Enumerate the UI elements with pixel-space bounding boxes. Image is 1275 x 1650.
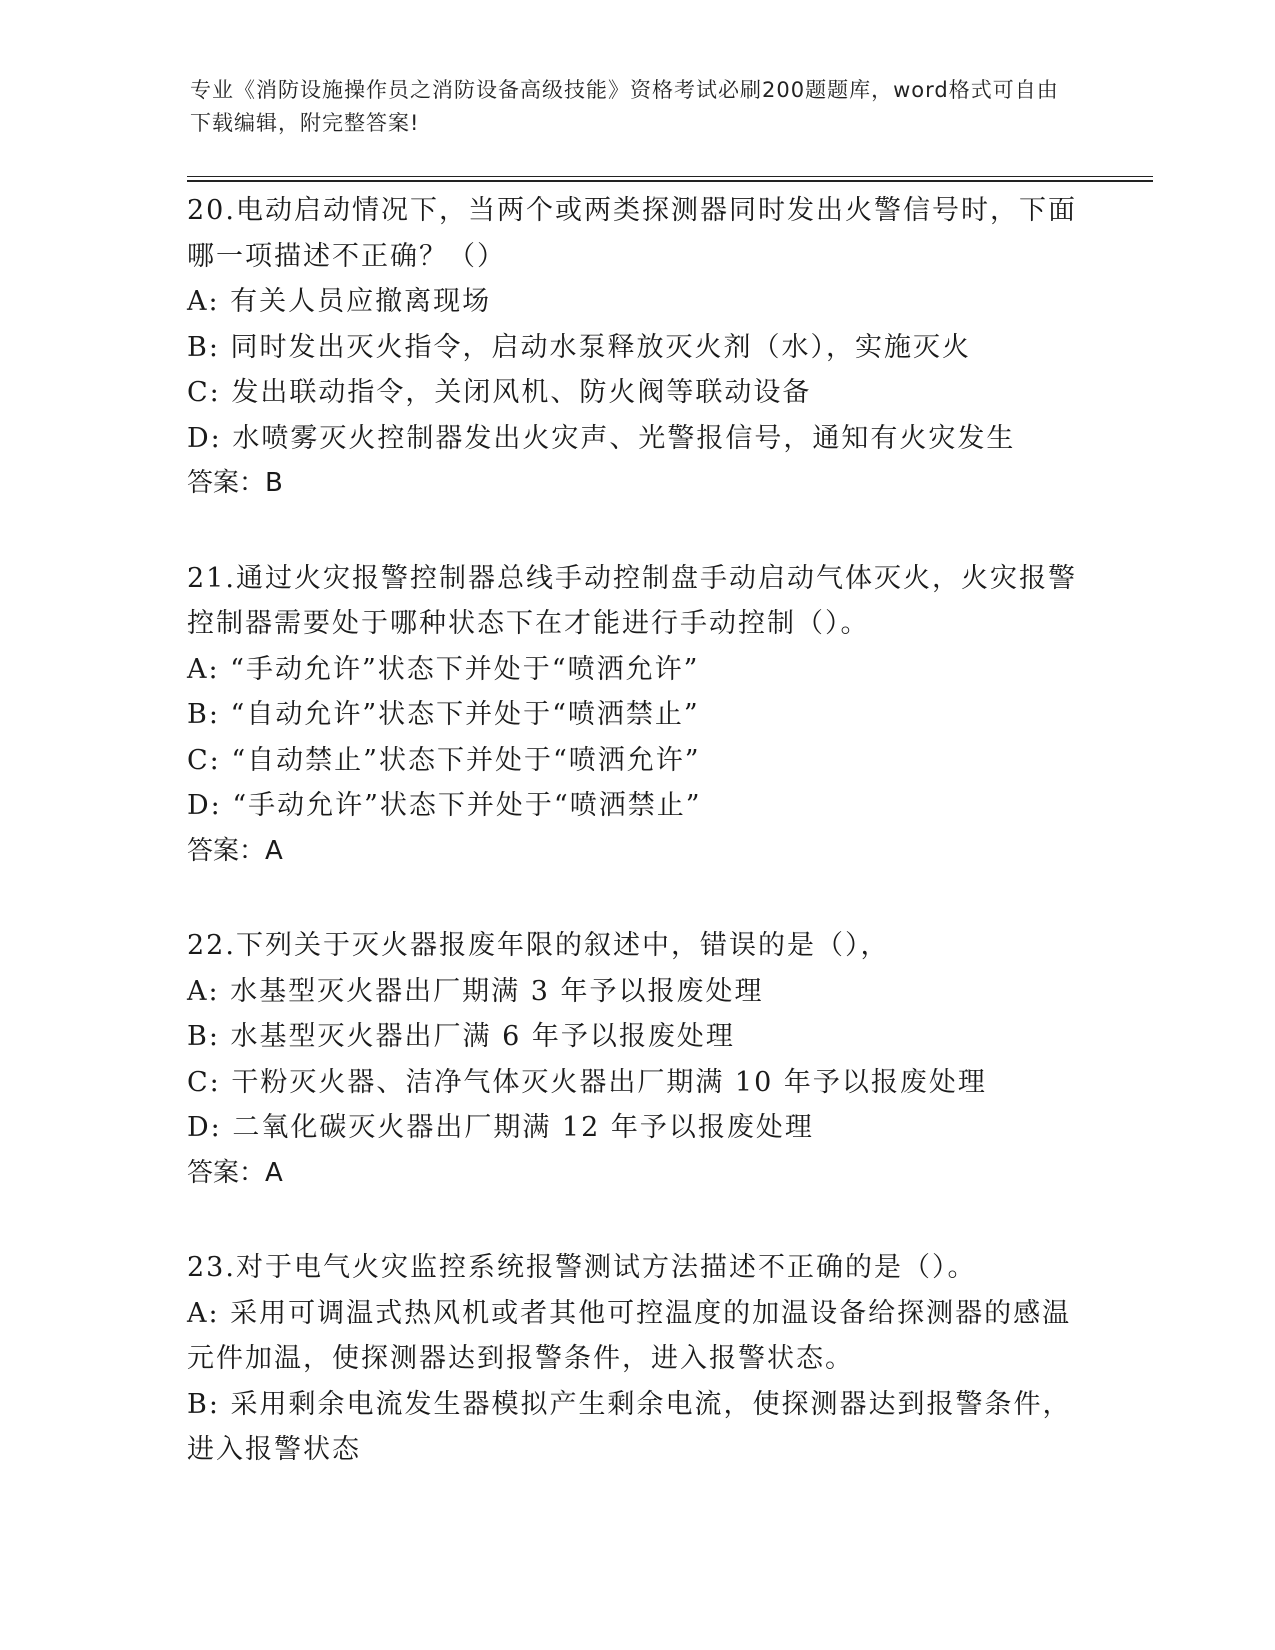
question-stem: 20.电动启动情况下，当两个或两类探测器同时发出火警信号时，下面哪一项描述不正确？（） — [187, 195, 1077, 272]
header-divider-thick — [187, 180, 1153, 182]
option-b: B: 同时发出灭火指令，启动水泵释放灭火剂（水），实施灭火 — [187, 331, 972, 363]
option-c: C: 干粉灭火器、洁净气体灭火器出厂期满 10 年予以报废处理 — [187, 1066, 987, 1098]
option-a: A: 有关人员应撤离现场 — [187, 286, 492, 317]
question-list — [187, 188, 1087, 1522]
answer-line: 答案：A — [187, 1157, 283, 1188]
option-a: A: “手动允许”状态下并处于“喷洒允许” — [187, 653, 700, 685]
option-d: D: 二氧化碳灭火器出厂期满 12 年予以报废处理 — [187, 1112, 814, 1143]
question-item — [187, 556, 1087, 875]
answer-line: 答案：B — [187, 468, 283, 498]
question-item — [187, 923, 1087, 1196]
option-b: B: “自动允许”状态下并处于“喷洒禁止” — [187, 699, 700, 730]
question-item — [187, 188, 1087, 507]
option-a: A: 采用可调温式热风机或者其他可控温度的加温设备给探测器的感温元件加温，使探测器达到报警条件，进入报警状态。 — [187, 1297, 1072, 1374]
option-b: B: 采用剩余电流发生器模拟产生剩余电流，使探测器达到报警条件，进入报警状态 — [187, 1388, 1072, 1465]
question-stem: 22.下列关于灭火器报废年限的叙述中，错误的是（）， — [187, 930, 890, 961]
question-item — [187, 1245, 1087, 1473]
option-d: D: “手动允许”状态下并处于“喷洒禁止” — [187, 790, 702, 821]
question-stem: 23.对于电气火灾监控系统报警测试方法描述不正确的是（）。 — [187, 1252, 977, 1283]
option-c: C: 发出联动指令，关闭风机、防火阀等联动设备 — [187, 377, 812, 408]
document-header: 专业《消防设施操作员之消防设备高级技能》资格考试必刷200题题库，word格式可自由下载编辑，附完整答案! — [190, 78, 1059, 135]
option-a: A: 水基型灭火器出厂期满 3 年予以报废处理 — [187, 975, 764, 1007]
header-divider-thin — [187, 176, 1153, 177]
option-d: D: 水喷雾灭火控制器发出火灾声、光警报信号，通知有火灾发生 — [187, 422, 1016, 454]
question-stem: 21.通过火灾报警控制器总线手动控制盘手动启动气体灭火，火灾报警控制器需要处于哪种状态下在才能进行手动控制（）。 — [187, 562, 1077, 639]
answer-line: 答案：A — [187, 835, 283, 866]
option-b: B: 水基型灭火器出厂满 6 年予以报废处理 — [187, 1021, 735, 1052]
option-c: C: “自动禁止”状态下并处于“喷洒允许” — [187, 744, 701, 776]
